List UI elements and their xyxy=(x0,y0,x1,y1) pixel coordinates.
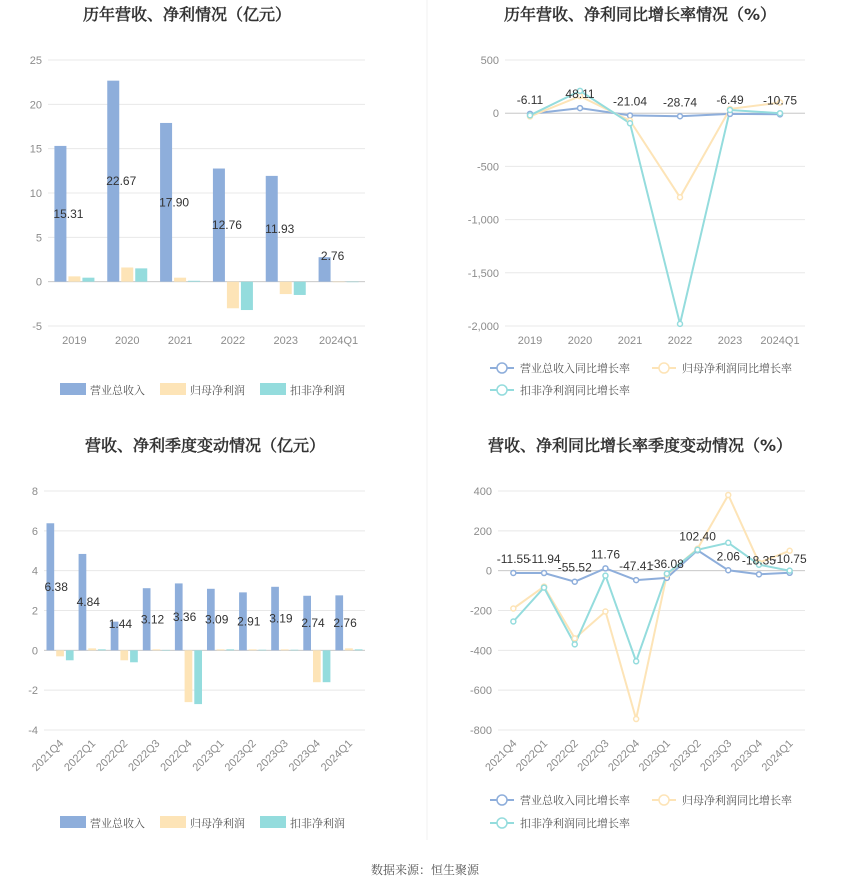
data-label: 12.76 xyxy=(211,218,242,233)
x-tick-label: 2022Q3 xyxy=(126,737,163,774)
bar-net-profit xyxy=(333,282,345,283)
x-tick-label: 2023Q4 xyxy=(286,737,323,774)
x-tick-label: 2020 xyxy=(115,335,140,347)
y-tick-label: -2,000 xyxy=(467,321,499,333)
data-label: 11.76 xyxy=(590,547,621,562)
y-tick-label: 25 xyxy=(29,55,42,67)
x-tick-label: 2022Q4 xyxy=(606,737,643,774)
series-point xyxy=(572,579,577,584)
bar-deducted-profit xyxy=(98,649,106,650)
data-label: 11.93 xyxy=(265,221,295,236)
series-point xyxy=(695,547,700,552)
bar-deducted-profit xyxy=(188,281,200,282)
data-label: -28.74 xyxy=(662,95,698,110)
series-point xyxy=(603,566,608,571)
bar-deducted-profit xyxy=(294,282,306,295)
bar-deducted-profit xyxy=(291,650,299,651)
series-point xyxy=(787,568,792,573)
x-tick-label: 2023Q4 xyxy=(728,737,766,774)
y-tick-label: 400 xyxy=(473,486,492,498)
series-point xyxy=(578,106,583,111)
data-label: 48.11 xyxy=(565,87,595,102)
y-tick-label: 6 xyxy=(31,525,38,538)
y-tick-label: 0 xyxy=(492,108,499,121)
quarterly-amount-chart xyxy=(28,436,365,830)
bar-net-profit xyxy=(120,650,128,660)
series-point xyxy=(542,585,547,590)
bar-deducted-profit xyxy=(82,278,94,282)
data-label: 2.74 xyxy=(301,616,325,631)
x-tick-label: 2023Q3 xyxy=(254,737,291,774)
y-tick-label: 0 xyxy=(35,276,42,289)
x-tick-label: 2022Q1 xyxy=(513,737,551,774)
series-point xyxy=(678,321,683,326)
y-tick-label: -5 xyxy=(32,321,42,333)
x-tick-label: 2021 xyxy=(167,335,193,347)
legend-label: 扣非净利润 xyxy=(290,818,345,830)
legend-swatch xyxy=(160,816,186,828)
series-point xyxy=(511,606,516,611)
series-point xyxy=(726,540,731,545)
series-point xyxy=(634,659,639,664)
bar-net-profit xyxy=(121,267,133,281)
x-tick-label: 2022 xyxy=(667,335,693,347)
series-point xyxy=(628,113,633,118)
y-tick-label: 4 xyxy=(31,565,38,578)
data-label: -36.08 xyxy=(649,556,684,571)
bar-deducted-profit xyxy=(259,650,267,651)
legend-swatch-marker xyxy=(497,818,507,828)
series-point xyxy=(664,571,669,576)
y-tick-label: 0 xyxy=(485,565,492,578)
data-label: -11.94 xyxy=(527,552,561,567)
bar-net-profit xyxy=(313,650,321,682)
legend-label: 营业总收入同比增长率 xyxy=(520,795,630,807)
y-tick-label: 15 xyxy=(29,143,42,156)
bar-deducted-profit xyxy=(130,650,138,662)
y-tick-label: 0 xyxy=(31,645,38,658)
y-tick-label: -800 xyxy=(469,725,492,737)
data-label: 3.19 xyxy=(269,611,293,626)
chart-title: 营收、净利季度变动情况（亿元） xyxy=(84,436,326,455)
y-tick-label: -4 xyxy=(28,725,38,737)
series-point xyxy=(728,108,733,113)
legend-swatch xyxy=(60,816,86,828)
x-tick-label: 2022Q3 xyxy=(575,737,612,774)
x-tick-label: 2019 xyxy=(62,335,87,347)
data-label: 3.09 xyxy=(205,612,229,627)
x-tick-label: 2024Q1 xyxy=(318,737,356,774)
x-tick-label: 2024Q1 xyxy=(319,335,359,347)
data-label: 2.06 xyxy=(716,549,740,564)
y-tick-label: 20 xyxy=(29,99,42,112)
x-tick-label: 2022Q1 xyxy=(62,737,99,774)
bar-net-profit xyxy=(185,650,193,702)
legend-label: 营业总收入 xyxy=(90,818,145,830)
x-tick-label: 2023Q2 xyxy=(667,737,704,774)
data-label: 15.31 xyxy=(53,206,84,221)
legend-swatch xyxy=(260,816,286,828)
legend-label: 归母净利润 xyxy=(190,818,245,830)
quarterly-growth-chart xyxy=(470,436,807,830)
y-tick-label: 200 xyxy=(473,525,492,538)
data-label: 22.67 xyxy=(106,174,137,189)
data-label: 6.38 xyxy=(44,579,68,594)
series-point xyxy=(678,114,683,119)
bar-deducted-profit xyxy=(66,650,74,660)
y-tick-label: 10 xyxy=(29,188,42,200)
legend-swatch xyxy=(260,383,286,395)
y-tick-label: 2 xyxy=(31,605,38,618)
y-tick-label: -200 xyxy=(469,605,492,618)
x-tick-label: 2021Q4 xyxy=(29,737,67,774)
y-tick-label: -500 xyxy=(476,161,499,174)
series-point xyxy=(778,111,783,116)
y-tick-label: -1,000 xyxy=(467,214,499,227)
data-label: -6.11 xyxy=(516,92,544,107)
bar-net-profit xyxy=(174,278,186,282)
series-point xyxy=(756,572,761,577)
data-label: 2.76 xyxy=(320,249,345,264)
x-tick-label: 2022Q2 xyxy=(94,737,131,774)
y-tick-label: 5 xyxy=(35,232,42,245)
x-tick-label: 2022 xyxy=(220,335,246,347)
chart-title: 历年营收、净利情况（亿元） xyxy=(82,5,292,24)
series-point xyxy=(628,121,633,126)
series-point xyxy=(572,642,577,647)
data-label: 1.44 xyxy=(108,617,133,632)
data-label: -10.75 xyxy=(772,551,807,566)
series-point xyxy=(634,717,639,722)
bar-net-profit xyxy=(281,649,289,650)
legend-swatch xyxy=(160,383,186,395)
bar-net-profit xyxy=(152,649,160,650)
x-tick-label: 2020 xyxy=(567,335,593,347)
bar-deducted-profit xyxy=(194,650,202,704)
data-label: -21.04 xyxy=(612,94,648,109)
bar-deducted-profit xyxy=(135,268,147,281)
y-tick-label: -1,500 xyxy=(467,267,499,280)
x-tick-label: 2019 xyxy=(517,335,543,347)
x-tick-label: 2023 xyxy=(273,335,298,347)
chart-title: 营收、净利同比增长率季度变动情况（%） xyxy=(487,436,793,455)
annual-growth-chart xyxy=(468,5,805,397)
legend-label: 扣非净利润同比增长率 xyxy=(520,385,630,397)
series-line-revenue xyxy=(530,108,780,116)
bar-net-profit xyxy=(68,276,80,281)
series-point xyxy=(726,568,731,573)
x-tick-label: 2024Q1 xyxy=(759,737,796,774)
chart-title: 历年营收、净利同比增长率情况（%） xyxy=(503,5,777,24)
legend-swatch-marker xyxy=(659,363,669,373)
x-tick-label: 2022Q4 xyxy=(158,737,195,774)
series-point xyxy=(528,113,533,118)
annual-amount-chart xyxy=(30,5,365,397)
bar-net-profit xyxy=(280,282,292,294)
bar-net-profit xyxy=(227,282,239,309)
data-label: -6.49 xyxy=(716,92,744,107)
data-label: 4.84 xyxy=(76,595,100,610)
data-label: 17.90 xyxy=(159,195,190,210)
bar-deducted-profit xyxy=(162,650,170,651)
y-tick-label: -400 xyxy=(469,645,492,658)
series-point xyxy=(511,619,516,624)
legend-swatch-marker xyxy=(497,385,507,395)
series-point xyxy=(603,609,608,614)
legend-swatch xyxy=(60,383,86,395)
series-line-deducted-profit xyxy=(530,91,780,324)
legend-label: 扣非净利润同比增长率 xyxy=(520,818,630,830)
legend-label: 营业总收入同比增长率 xyxy=(520,363,630,375)
legend-label: 归母净利润同比增长率 xyxy=(682,795,792,807)
data-label: -18.35 xyxy=(741,553,776,568)
y-tick-label: -2 xyxy=(28,685,38,698)
series-point xyxy=(572,636,577,641)
data-source-note: 数据来源：恒生聚源 xyxy=(370,863,480,877)
x-tick-label: 2023Q1 xyxy=(636,737,673,774)
data-label: -47.41 xyxy=(619,559,654,574)
bar-deducted-profit xyxy=(355,649,363,650)
bar-net-profit xyxy=(345,648,353,650)
y-tick-label: -600 xyxy=(469,685,492,698)
bar-deducted-profit xyxy=(323,650,331,682)
legend-label: 归母净利润同比增长率 xyxy=(682,363,792,375)
data-label: 2.91 xyxy=(237,614,261,629)
legend-label: 归母净利润 xyxy=(190,385,245,397)
legend-label: 营业总收入 xyxy=(90,385,145,397)
bar-net-profit xyxy=(249,649,257,650)
legend-swatch-marker xyxy=(659,795,669,805)
y-tick-label: 8 xyxy=(31,486,38,498)
series-point xyxy=(678,195,683,200)
x-tick-label: 2021Q4 xyxy=(483,737,520,774)
data-label: -55.52 xyxy=(557,560,592,575)
data-label: 102.40 xyxy=(679,529,716,544)
legend-label: 扣非净利润 xyxy=(290,385,345,397)
data-label: 2.76 xyxy=(333,615,357,630)
x-tick-label: 2023 xyxy=(717,335,743,347)
series-point xyxy=(634,578,639,583)
bar-net-profit xyxy=(88,648,96,650)
series-point xyxy=(511,570,516,575)
legend-swatch-marker xyxy=(497,363,507,373)
x-tick-label: 2021 xyxy=(617,335,643,347)
y-tick-label: 500 xyxy=(480,55,499,67)
data-label: -10.75 xyxy=(762,93,798,108)
x-tick-label: 2023Q1 xyxy=(190,737,227,774)
legend-swatch-marker xyxy=(497,795,507,805)
bar-deducted-profit xyxy=(241,282,253,310)
x-tick-label: 2022Q2 xyxy=(544,737,581,774)
bar-deducted-profit xyxy=(347,282,359,283)
bar-net-profit xyxy=(56,650,64,656)
data-label: -11.55 xyxy=(496,551,530,566)
bar-net-profit xyxy=(217,649,225,650)
x-tick-label: 2023Q2 xyxy=(222,737,259,774)
series-point xyxy=(603,573,608,578)
series-point xyxy=(726,492,731,497)
x-tick-label: 2024Q1 xyxy=(760,335,800,347)
data-label: 3.12 xyxy=(140,612,165,627)
series-point xyxy=(542,571,547,576)
data-label: 3.36 xyxy=(172,609,197,624)
bar-deducted-profit xyxy=(226,649,234,650)
x-tick-label: 2023Q3 xyxy=(698,737,735,774)
